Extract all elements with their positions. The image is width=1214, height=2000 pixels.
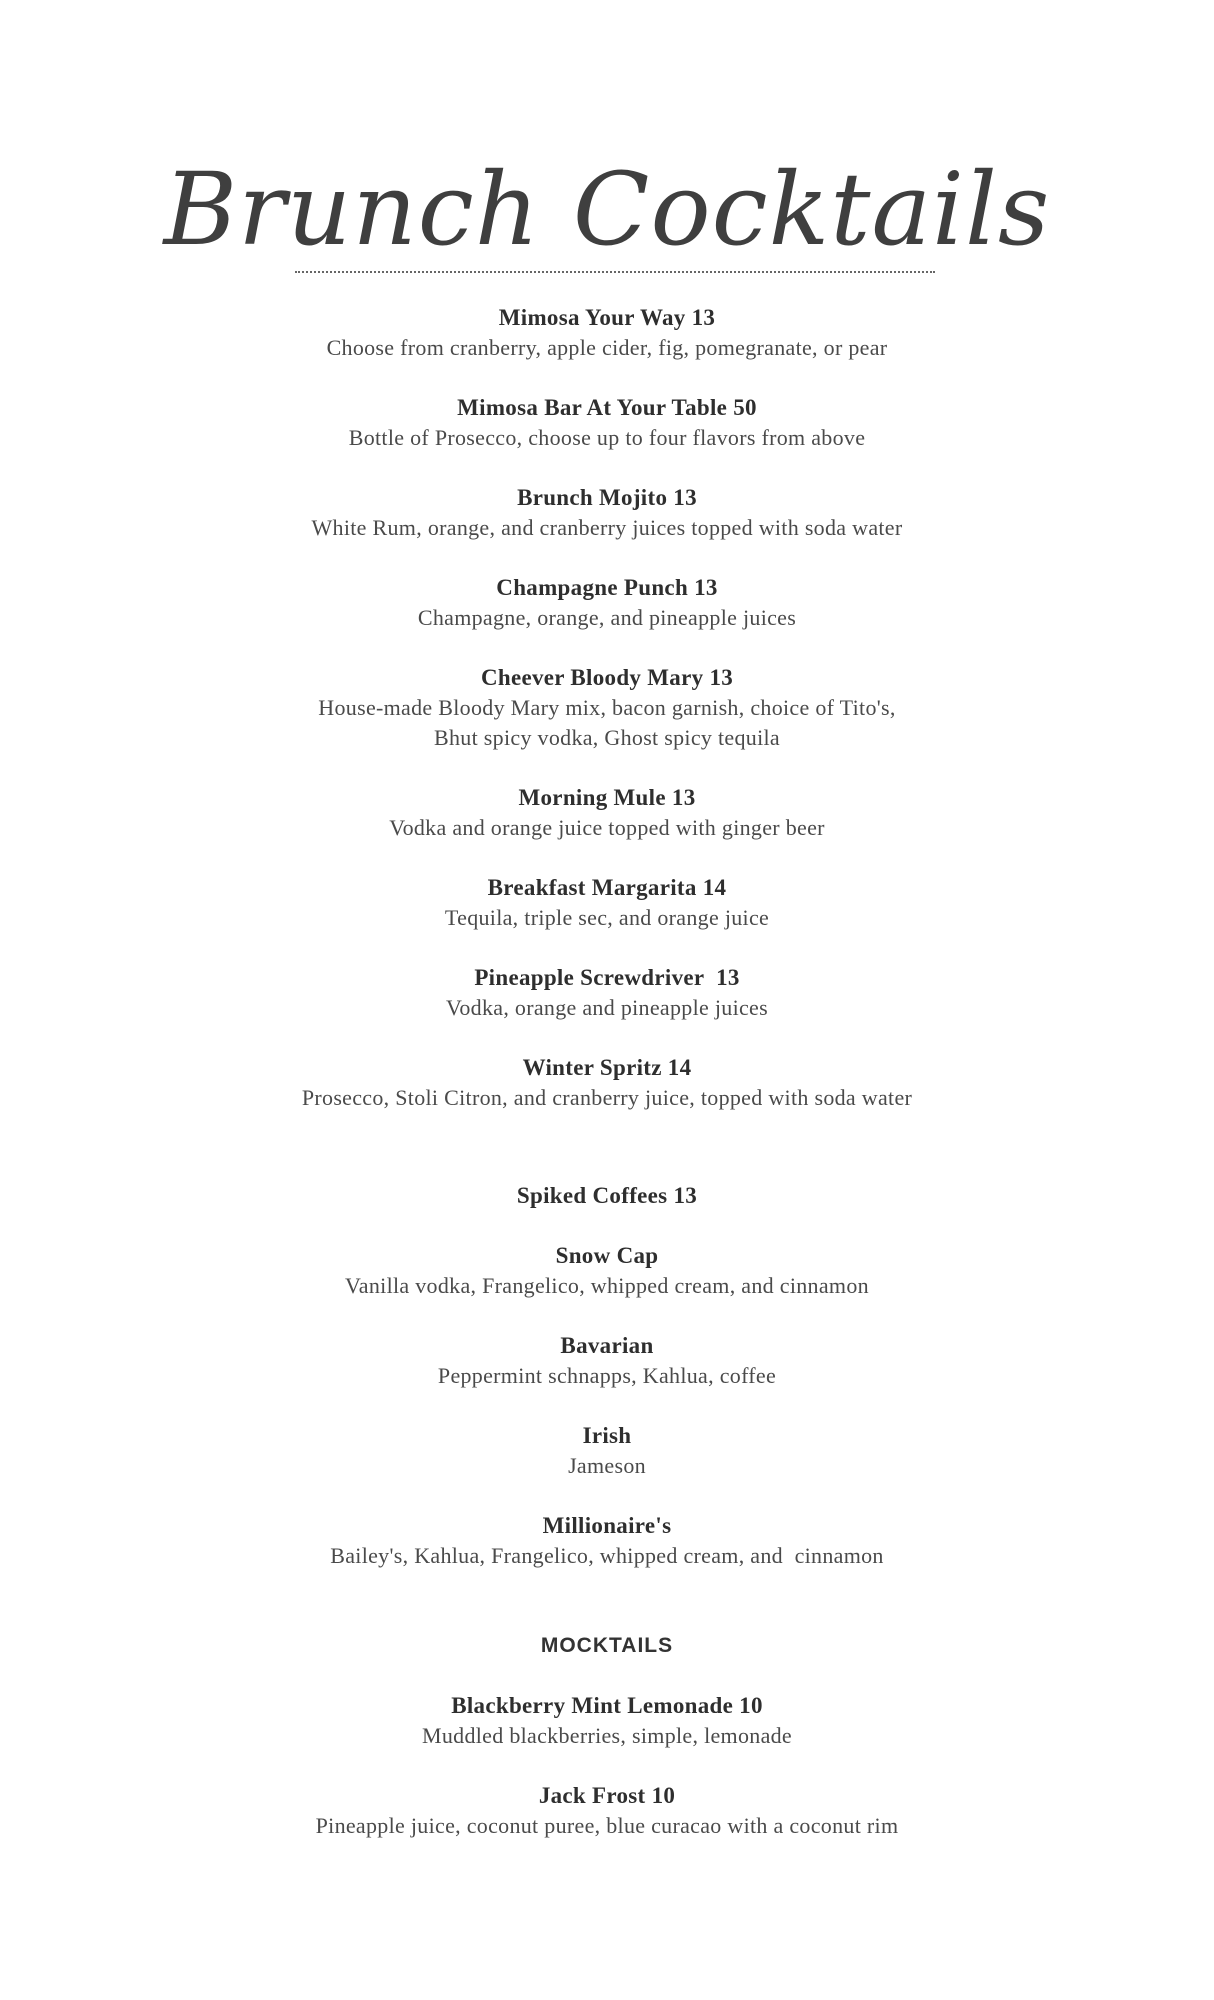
menu-title: Brunch Cocktails [163,151,1051,268]
item-description: Tequila, triple sec, and orange juice [444,905,770,930]
item-description: Vanilla vodka, Frangelico, whipped cream, and cinnamon [345,1273,869,1298]
item-description: Vodka, orange and pineapple juices [446,995,768,1020]
menu-item-breakfast-margarita [0,873,1214,933]
menu-item-cheever-bloody-mary [0,663,1214,753]
item-description: Choose from cranberry, apple cider, fig, pomegranate, or pear [326,335,888,360]
item-name: Bavarian [560,1333,654,1358]
item-name: Breakfast Margarita 14 [487,875,727,900]
item-description: Champagne, orange, and pineapple juices [417,605,797,630]
item-name: Champagne Punch 13 [496,575,718,600]
item-name: Irish [582,1423,632,1448]
item-name: Cheever Bloody Mary 13 [480,665,734,690]
menu-item-champagne-punch [0,573,1214,633]
item-name: Winter Spritz 14 [522,1055,692,1080]
menu-item-blackberry-mint-lemonade [0,1691,1214,1751]
section-heading-spiked-coffees [0,1181,1214,1211]
menu-item-mimosa-bar [0,393,1214,453]
item-description: Peppermint schnapps, Kahlua, coffee [437,1363,777,1388]
menu-item-irish [0,1421,1214,1481]
item-description-line-2: Bhut spicy vodka, Ghost spicy tequila [434,725,780,750]
section-heading-mocktails: MOCKTAILS [540,1634,674,1657]
menu-item-jack-frost [0,1781,1214,1841]
menu-item-morning-mule [0,783,1214,843]
item-name: Snow Cap [555,1243,659,1268]
item-description: Vodka and orange juice topped with ginger beer [389,815,825,840]
item-description: Prosecco, Stoli Citron, and cranberry juice, topped with soda water [301,1085,913,1110]
item-name: Jack Frost 10 [538,1783,676,1808]
item-description: White Rum, orange, and cranberry juices topped with soda water [311,515,903,540]
menu-item-mimosa-your-way [0,303,1214,363]
item-description: House-made Bloody Mary mix, bacon garnish, choice of Tito's, [318,695,896,720]
item-name: Brunch Mojito 13 [517,485,697,510]
title-divider [295,271,935,273]
item-description: Bailey's, Kahlua, Frangelico, whipped cream, and cinnamon [330,1543,884,1568]
menu-item-snow-cap [0,1241,1214,1301]
item-description: Jameson [568,1453,646,1478]
item-name: Mimosa Your Way 13 [498,305,716,330]
item-name: Mimosa Bar At Your Table 50 [457,395,757,420]
menu-item-pineapple-screwdriver [0,963,1214,1023]
menu-item-winter-spritz [0,1053,1214,1113]
item-description: Pineapple juice, coconut puree, blue curacao with a coconut rim [315,1813,899,1838]
item-name: Blackberry Mint Lemonade 10 [451,1693,763,1718]
item-name: Millionaire's [542,1513,672,1538]
item-description: Muddled blackberries, simple, lemonade [421,1723,793,1748]
menu-item-millionaires [0,1511,1214,1571]
menu-item-bavarian [0,1331,1214,1391]
item-description: Bottle of Prosecco, choose up to four flavors from above [348,425,866,450]
item-name: Pineapple Screwdriver 13 [474,965,740,990]
item-name: Morning Mule 13 [518,785,696,810]
menu-item-brunch-mojito [0,483,1214,543]
section-heading: Spiked Coffees 13 [516,1183,698,1208]
